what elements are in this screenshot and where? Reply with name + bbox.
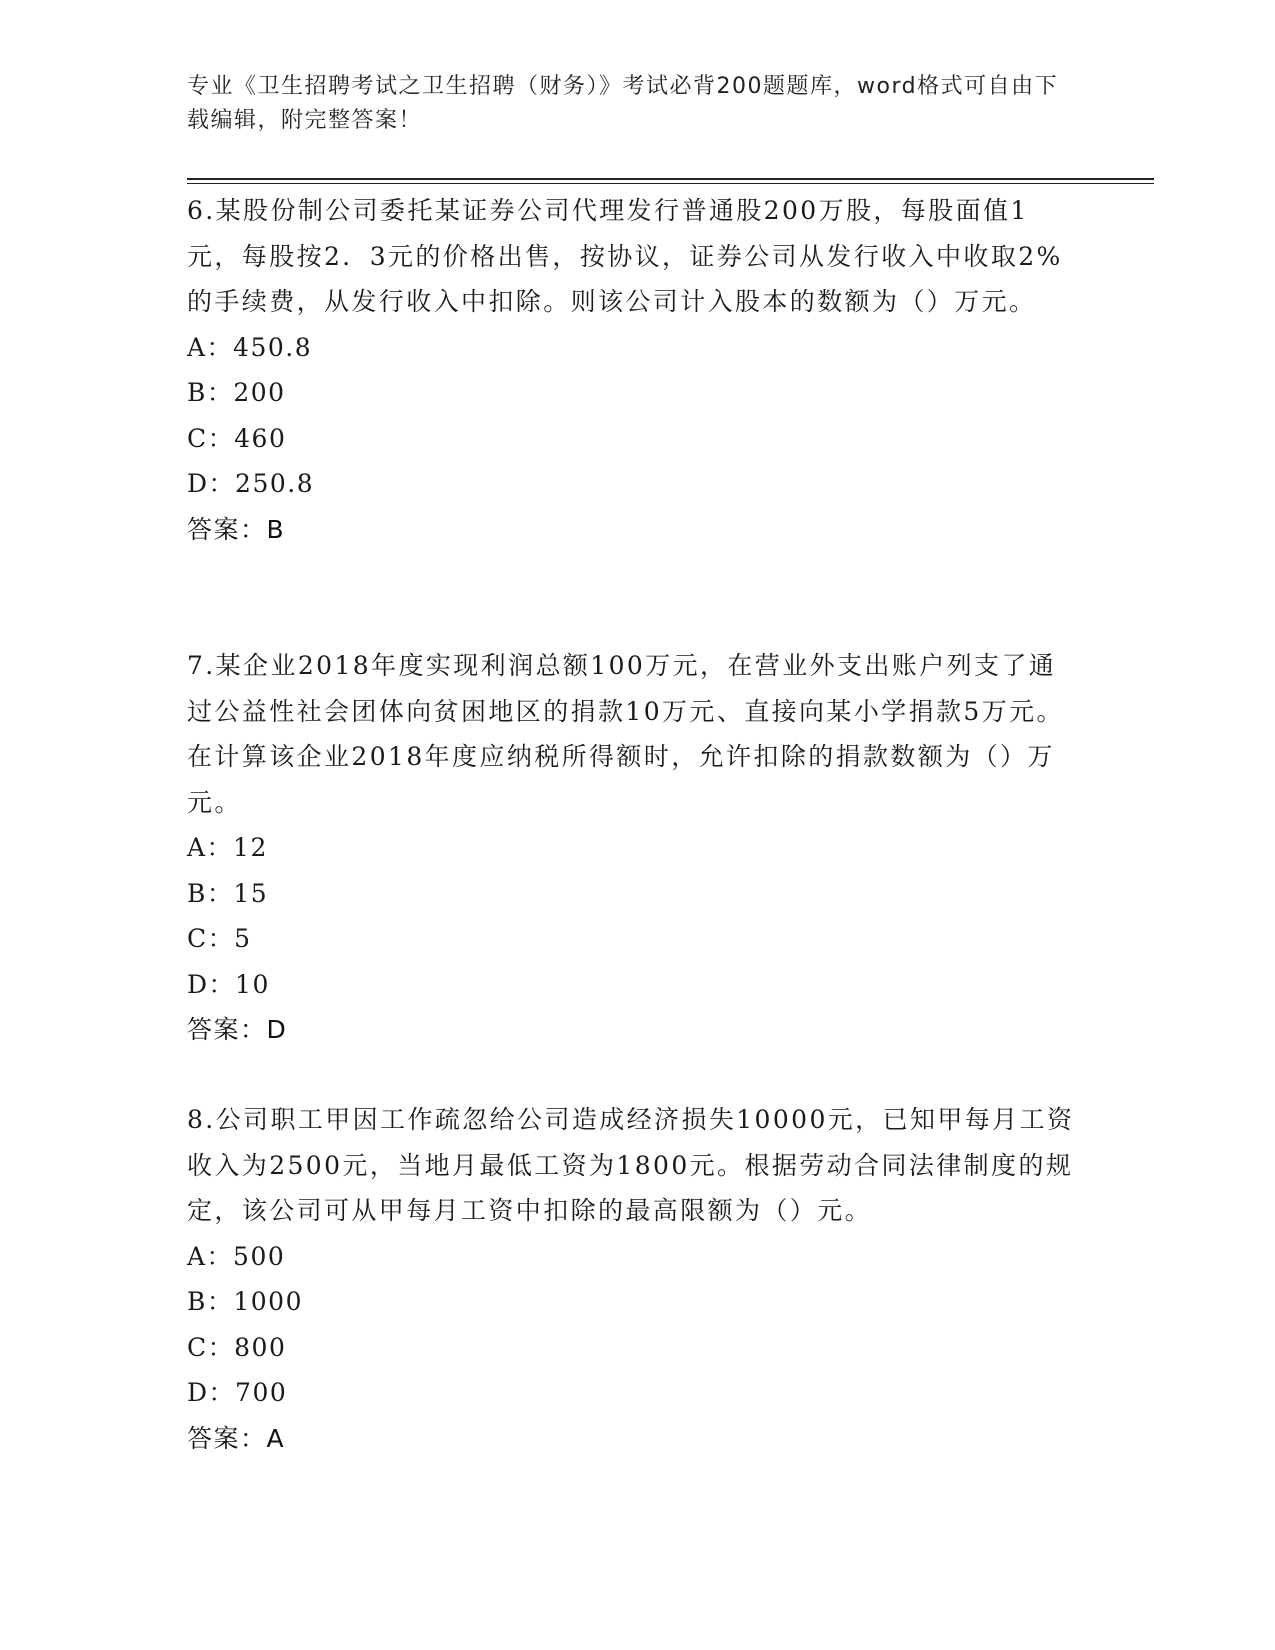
answer-label: 答案：D bbox=[187, 1015, 288, 1044]
question-6 bbox=[187, 188, 1077, 552]
option-a: A：12 bbox=[187, 833, 268, 862]
option-d: D：700 bbox=[187, 1378, 288, 1407]
question-8 bbox=[187, 1097, 1077, 1461]
question-stem: 8.公司职工甲因工作疏忽给公司造成经济损失10000元，已知甲每月工资收入为2500元，当地月最低工资为1800元。根据劳动合同法律制度的规定，该公司可从甲每月工资中扣除的最高限额为（）元。 bbox=[187, 1105, 1075, 1225]
option-a: A：450.8 bbox=[187, 332, 313, 362]
option-d: D：250.8 bbox=[187, 469, 315, 498]
answer-label: 答案：B bbox=[187, 514, 286, 544]
question-stem: 6.某股份制公司委托某证券公司代理发行普通股200万股，每股面值1元，每股按2．3元的价格出售，按协议，证券公司从发行收入中收取2%的手续费，从发行收入中扣除。则该公司计入股本的数额为（）万元。 bbox=[187, 196, 1063, 316]
question-7 bbox=[187, 643, 1077, 1053]
option-c: C：800 bbox=[187, 1332, 287, 1362]
option-c: C：5 bbox=[187, 924, 252, 953]
option-a: A：500 bbox=[187, 1241, 286, 1271]
answer-label: 答案：A bbox=[187, 1423, 286, 1453]
option-d: D：10 bbox=[187, 969, 270, 999]
document-header: 专业《卫生招聘考试之卫生招聘（财务）》考试必背200题题库，word格式可自由下载编辑，附完整答案！ bbox=[187, 74, 1059, 133]
option-b: B：200 bbox=[187, 378, 286, 407]
header-divider-thick bbox=[187, 178, 1154, 180]
header-divider-thin bbox=[187, 183, 1154, 184]
option-b: B：1000 bbox=[187, 1287, 303, 1316]
question-stem: 7.某企业2018年度实现利润总额100万元，在营业外支出账户列支了通过公益性社会团体向贫困地区的捐款10万元、直接向某小学捐款5万元。在计算该企业2018年度应纳税所得额时，允许扣除的捐款数额为（）万元。 bbox=[187, 651, 1064, 817]
option-b: B：15 bbox=[187, 878, 269, 908]
option-c: C：460 bbox=[187, 423, 287, 453]
